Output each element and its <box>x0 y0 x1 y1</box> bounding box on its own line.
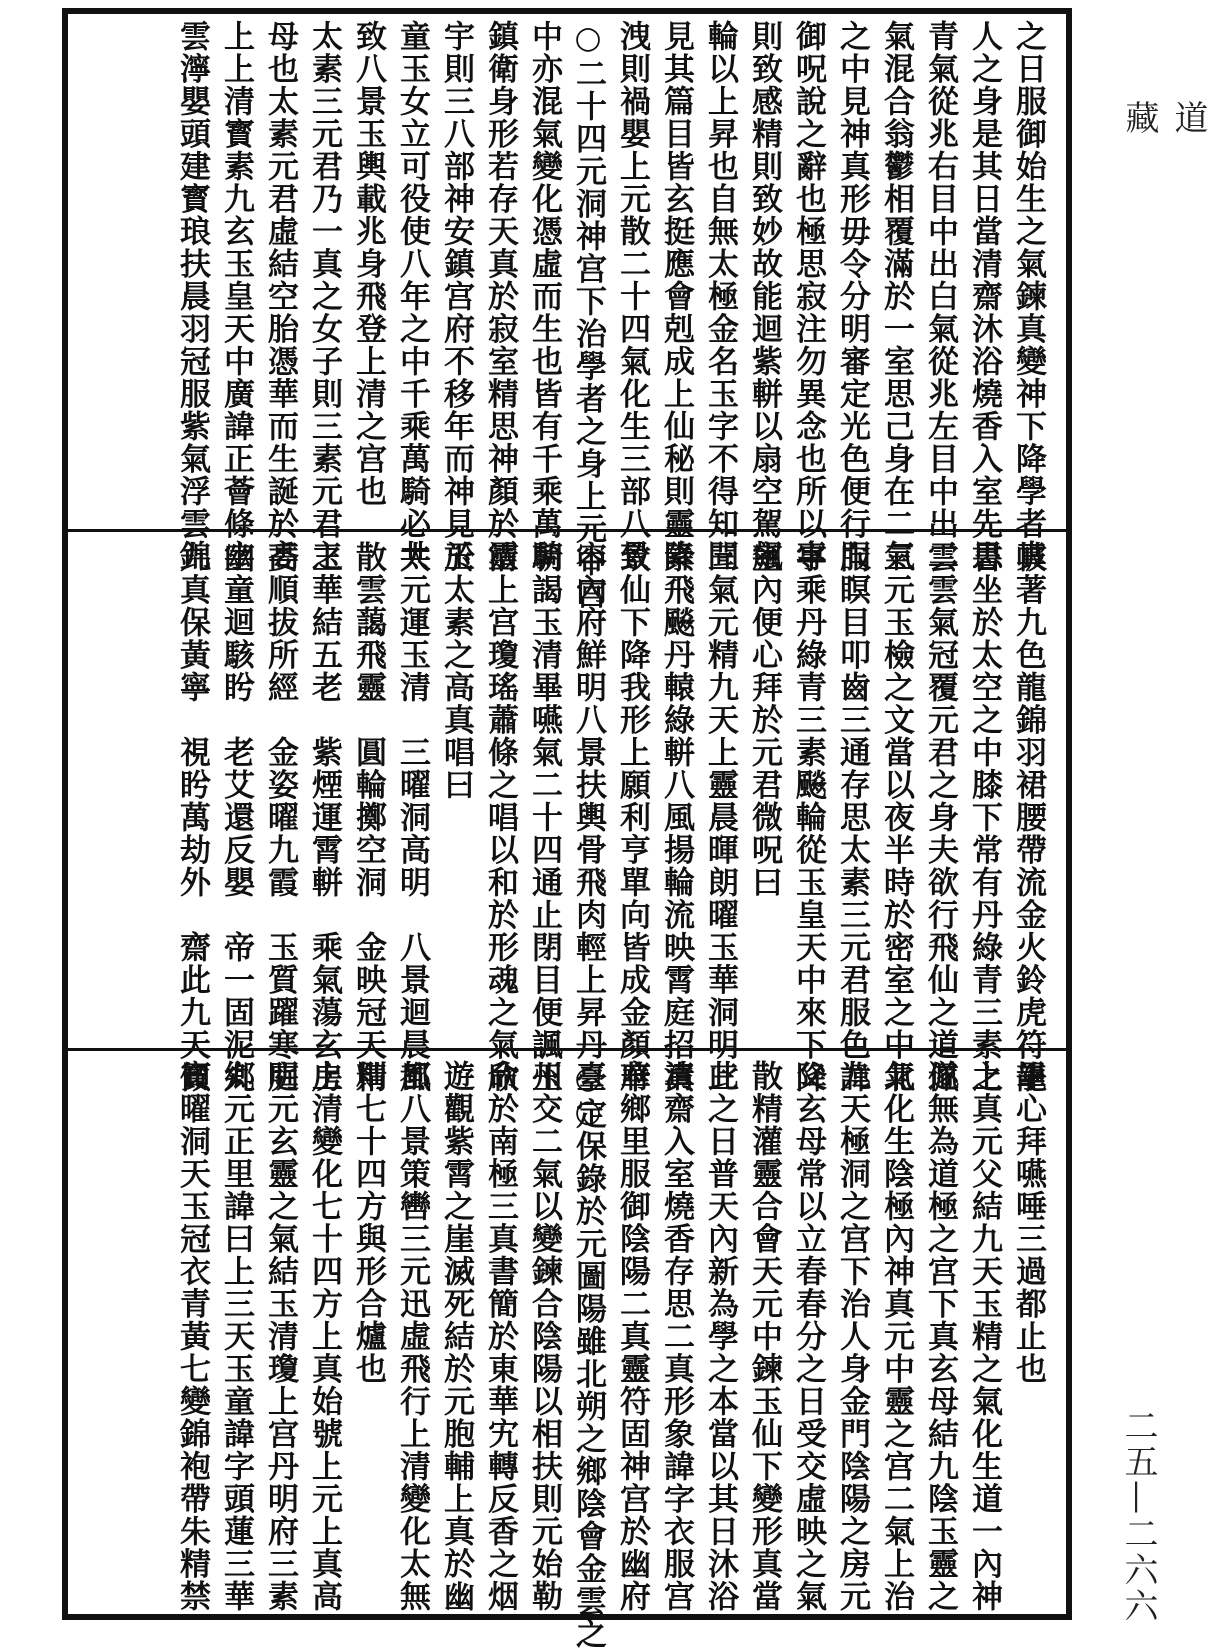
text-column: 太元運玉清 三曜洞高明 八景迴晨風 <box>394 541 430 1094</box>
text-column: 明元玄靈之氣結玉清瓊上宫丹明府三素 <box>262 1060 298 1613</box>
text-column: 書坐於太空之中膝下常有丹綠青三素之 <box>966 541 1002 1094</box>
text-column: 室內便心拜於元君微呪曰 <box>746 541 782 899</box>
text-column: 帔著九色龍錦羽裙腰帶流金火鈴虎符龍 <box>1010 541 1046 1094</box>
text-column: 朝謁玉清畢嚥氣二十四通止閉目便諷玉 <box>526 541 562 1094</box>
text-column: 之中見神真形毋令分明審定光色便行服 <box>834 20 870 573</box>
text-column: 九真保黃寧 視盻萬劫外 齋此九天傾 <box>174 541 210 1094</box>
text-column: 三氣元精九天上靈晨暉朗曜玉華洞明三 <box>702 541 738 1094</box>
text-column: 寳曜洞天玉冠衣青黃七變錦袍帶朱精禁 <box>174 1060 210 1613</box>
text-column: 父玄母常以立春春分之日受交虛映之氣 <box>790 1060 826 1613</box>
text-column: 太素三元君乃一真之女子則三素元君之 <box>306 20 342 573</box>
text-column: 氣混合翁鬱相覆滿於一室思己身在二氣 <box>878 20 914 573</box>
page-frame <box>62 8 1072 1650</box>
text-column: ○定保錄於元圖陽雖北朔之鄉陰會金雲之 <box>570 1060 606 1650</box>
text-column: 見其篇目皆玄挺應會剋成上仙秘則靈降 <box>658 20 694 573</box>
text-column: 遊觀紫霄之崖滅死結於元胞輔上真於幽 <box>438 1060 474 1613</box>
text-column: 上真元父結九天玉精之氣化生道一內神 <box>966 1060 1002 1613</box>
text-column: 畢心拜嚥唾三過都止也 <box>1010 1060 1046 1385</box>
text-column: 雲濘嬰頭建寳琅扶晨羽冠服紫氣浮雲錦 <box>174 20 210 573</box>
text-column: 則致感精則致妙故能迴紫軿以扇空駕飆 <box>746 20 782 573</box>
text-column: 散雲藹飛靈 圓輪擲空洞 金映冠天精 <box>350 541 386 1094</box>
text-column: 之日服御始生之氣鍊真變神下降學者真 <box>1010 20 1046 573</box>
text-panel-top <box>68 14 1066 610</box>
text-column: 玉華結五老 紫煙運霄軿 乘氣蕩玄房 <box>306 541 342 1094</box>
text-column: 都八景策轡三元迅虛飛行上清變化太無 <box>394 1060 430 1613</box>
text-column: 清齋入室燒香存思二真形象諱字衣服宫 <box>658 1060 694 1613</box>
text-column: 鄉元正里諱曰上三天玉童諱字頭蓮三華 <box>218 1060 254 1613</box>
text-column: 容內府鮮明八景扶輿骨飛肉輕上昇丹臺○ <box>570 541 606 1131</box>
text-column: 洩則禍嬰上元散二十四氣化生三部八景 <box>614 20 650 573</box>
text-column: 字乘丹綠青三素飈輪從玉皇天中來下降 <box>790 541 826 1094</box>
text-column: 上上清寳素九玄玉皇天中廣諱正薈條字 <box>218 20 254 573</box>
text-column: 州交二氣以變鍊合陰陽以相扶則元始勒 <box>526 1060 562 1613</box>
text-panel-bottom <box>68 1054 1066 1650</box>
text-column: ○二十四元洞神宫下治學者之身上元中宫 <box>570 20 606 610</box>
text-column: 宇則三八部神安鎮宫府不移年而神見玉 <box>438 20 474 573</box>
text-column: 遂無為道極之宫下真玄母結九陰玉靈之 <box>922 1060 958 1613</box>
text-column: 委順拔所經 金姿曜九霞 玉質躍寒庭 <box>262 541 298 1094</box>
text-column: 母也太素元君虛結空胎憑華而生誕於高 <box>262 20 298 573</box>
text-column: 氣化生陰極內神真元中靈之宫二氣上治 <box>878 1060 914 1613</box>
text-column: 童玉女立可役使八年之中千乘萬騎必共 <box>394 20 430 573</box>
text-column: 則七十四方與形合爐也 <box>350 1060 386 1385</box>
text-panel-middle <box>68 535 1066 1131</box>
text-column: 命於南極三真書簡於東華宄轉反香之烟 <box>482 1060 518 1613</box>
text-column: 於太素之高真唱曰 <box>438 541 474 801</box>
text-column: 青氣從兆右目中出白氣從兆左目中出二 <box>922 20 958 573</box>
text-column: 散精灌靈合會天元中鍊玉仙下變形真當 <box>746 1060 782 1613</box>
text-column: 鎮衛身形若存天真於寂室精思神顏於靈 <box>482 20 518 573</box>
text-column: 幽童迴駭盻 老艾還反嬰 帝一固泥丸 <box>218 541 254 1094</box>
text-column: 三元玉檢之文當以夜半時於密室之中北 <box>878 541 914 1094</box>
text-column: 致八景玉輿載兆身飛登上清之宫也 <box>350 20 386 508</box>
text-column: 九天極洞之宫下治人身金門陰陽之房元 <box>834 1060 870 1613</box>
text-column: 雲雲氣冠覆元君之身夫欲行飛仙之道佩 <box>922 541 958 1094</box>
text-column: 致仙下降我形上願利亨單向皆成金顏華 <box>614 541 650 1094</box>
text-column: 輪以上昇也自無太極金名玉字不得知聞 <box>702 20 738 573</box>
page-number: 二五—二六六 <box>1118 1408 1158 1624</box>
text-column: 向瞑目叩齒三通存思太素三元君服色諱 <box>834 541 870 1094</box>
text-column: 上清變化七十四方上真始號上元上真高 <box>306 1060 342 1613</box>
text-column: 此之日普天內新為學之本當以其日沐浴 <box>702 1060 738 1613</box>
text-column: 中亦混氣變化憑虛而生也皆有千乘萬騎 <box>526 20 562 573</box>
text-column: 素飛飈丹轅綠軿八風揚輪流映霄庭招真 <box>658 541 694 1094</box>
text-column: 府鄉里服御陰陽二真靈符固神宫於幽府 <box>614 1060 650 1613</box>
text-column: 人之身是其日當清齋沐浴燒香入室先思 <box>966 20 1002 573</box>
text-column: 御呪說之辭也極思寂注勿異念也所以專 <box>790 20 826 573</box>
collection-title: 道藏 <box>1119 100 1208 254</box>
text-column: 清上宫瓊瑤蕭條之唱以和於形魂之氣欣 <box>482 541 518 1094</box>
